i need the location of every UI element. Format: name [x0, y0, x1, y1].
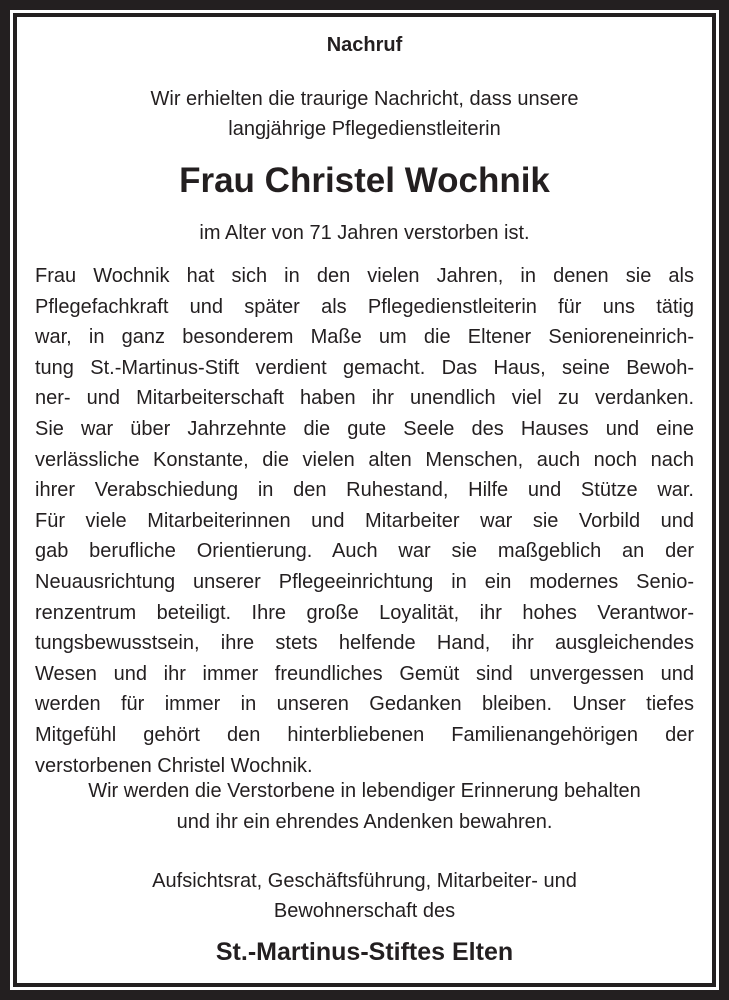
- paragraph-line: ner- und Mitarbeiterschaft haben ihr unendlich viel zu verdanken.: [35, 387, 694, 410]
- closing-line: und ihr ein ehrendes Andenken bewahren.: [176, 811, 553, 833]
- paragraph-line: Mitgefühl gehört den hinterbliebenen Familienangehörigen der: [35, 723, 694, 746]
- paragraph-line: verlässliche Konstante, die vielen alten Menschen, auch noch nach: [35, 448, 694, 471]
- paragraph-line: Frau Wochnik hat sich in den vielen Jahren, in denen sie als: [35, 265, 694, 287]
- paragraph-line: werden für immer in unseren Gedanken bleiben. Unser tiefes: [35, 693, 694, 716]
- deceased-name: Frau Christel Wochnik: [179, 161, 550, 200]
- paragraph-line: Neuausrichtung unserer Pflegeeinrichtung in ein modernes Senio-: [35, 570, 694, 593]
- paragraph-line: Wesen und ihr immer freundliches Gemüt sind unvergessen und: [35, 662, 694, 685]
- closing-line: Wir werden die Verstorbene in lebendiger Erinnerung behalten: [88, 780, 641, 802]
- closing-text: [0, 776, 729, 838]
- signature-line: Aufsichtsrat, Geschäftsführung, Mitarbeiter- und: [152, 870, 577, 892]
- paragraph-line: tung St.-Martinus-Stift verdient gemacht. Das Haus, seine Bewoh-: [35, 356, 694, 379]
- paragraph-line: renzentrum beteiligt. Ihre große Loyalität, ihr hohes Verantwor-: [35, 601, 694, 624]
- age-line: im Alter von 71 Jahren verstorben ist.: [199, 222, 530, 244]
- paragraph-line: Sie war über Jahrzehnte die gute Seele des Hauses und eine: [35, 417, 694, 440]
- notice-heading: Nachruf: [326, 34, 403, 56]
- paragraph-line: ihrer Verabschiedung in den Ruhestand, Hilfe und Stütze war.: [35, 479, 694, 502]
- paragraph-line: Für viele Mitarbeiterinnen und Mitarbeiter war sie Vorbild und: [35, 509, 694, 532]
- intro-line: langjährige Pflegedienstleiterin: [228, 118, 501, 140]
- organization-name: St.-Martinus-Stiftes Elten: [215, 938, 514, 966]
- paragraph-line: war, in ganz besonderem Maße um die Eltener Senioreneinrich-: [35, 326, 694, 349]
- intro-text: [0, 84, 729, 144]
- tribute-paragraph: [35, 261, 694, 781]
- signature-line: Bewohnerschaft des: [273, 900, 456, 922]
- signature-text: [0, 866, 729, 926]
- paragraph-line: Pflegefachkraft und später als Pflegedienstleiterin für uns tätig: [35, 295, 694, 318]
- paragraph-line: gab berufliche Orientierung. Auch war sie maßgeblich an der: [35, 540, 694, 563]
- paragraph-line: tungsbewusstsein, ihre stets helfende Hand, ihr ausgleichendes: [35, 632, 694, 655]
- intro-line: Wir erhielten die traurige Nachricht, dass unsere: [150, 88, 579, 110]
- paragraph-line: verstorbenen Christel Wochnik.: [35, 754, 313, 777]
